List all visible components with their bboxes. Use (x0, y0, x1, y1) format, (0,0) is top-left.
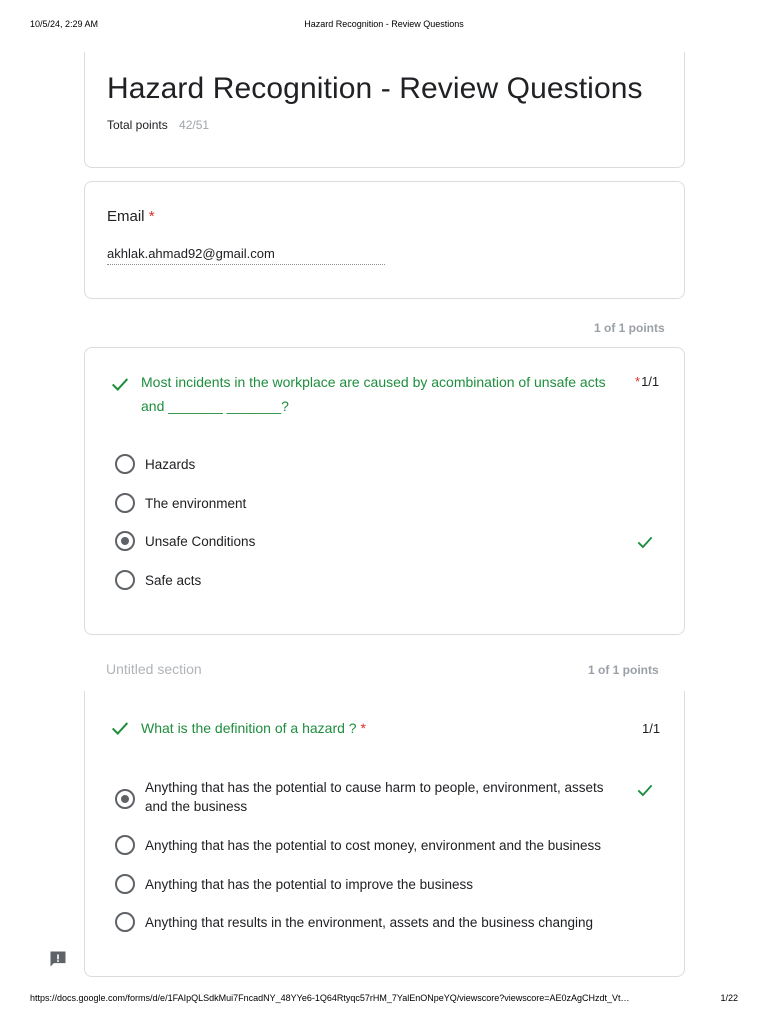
radio-button-selected[interactable] (115, 531, 135, 551)
option-label: Hazards (145, 457, 196, 472)
page-number: 1/22 (720, 993, 738, 1003)
check-icon (109, 373, 131, 395)
question1-points: 1 of 1 points (594, 321, 665, 335)
radio-button[interactable] (115, 454, 135, 474)
required-mark: * (148, 208, 155, 225)
email-label-text: Email (107, 208, 145, 225)
form-title: Hazard Recognition - Review Questions (107, 72, 643, 105)
print-header (0, 19, 768, 33)
email-card (84, 181, 685, 299)
option-label: The environment (145, 496, 247, 511)
print-footer (0, 993, 768, 1007)
option-label: Anything that has the potential to cost money, environment and the business (145, 838, 602, 853)
section-title: Untitled section (106, 661, 202, 677)
question2-text-value: What is the definition of a hazard ? (141, 720, 357, 736)
question1-text: Most incidents in the workplace are caused by acombination of unsafe acts and _______ _______? (141, 374, 606, 414)
option-label: Anything that has the potential to cause harm to people, environment, assets and the business (145, 780, 604, 814)
total-points-label: Total points (107, 118, 168, 132)
check-icon (109, 717, 131, 739)
email-label (107, 208, 155, 225)
radio-button[interactable] (115, 835, 135, 855)
radio-button-selected[interactable] (115, 789, 135, 809)
check-icon (635, 780, 655, 800)
radio-button[interactable] (115, 570, 135, 590)
total-points (107, 118, 209, 132)
total-points-value: 42/51 (179, 118, 210, 132)
question1-option-safe-acts[interactable] (115, 570, 655, 592)
question1-score-value: 1/1 (641, 374, 660, 389)
page-url: https://docs.google.com/forms/d/e/1FAIpQLSdkMui7FncadNY_48YYe6-1Q64Rtyqc57rHM_7YalEnONpeYQ/viewscore?viewscore=AE0zAgCHzdt_Vt… (30, 993, 630, 1003)
question2-points: 1 of 1 points (588, 663, 659, 677)
question1-option-environment[interactable] (115, 493, 655, 515)
question1-option-unsafe-conditions[interactable] (115, 531, 655, 553)
question1-card (84, 347, 685, 635)
radio-button[interactable] (115, 912, 135, 932)
option-label: Unsafe Conditions (145, 534, 256, 549)
check-icon (635, 532, 655, 552)
question1-score (635, 374, 659, 389)
email-field[interactable]: akhlak.ahmad92@gmail.com (107, 246, 385, 265)
question2-score: 1/1 (642, 721, 661, 736)
report-feedback-icon[interactable] (48, 949, 68, 969)
print-title: Hazard Recognition - Review Questions (304, 19, 464, 29)
question2-text (141, 716, 601, 740)
option-label: Safe acts (145, 573, 202, 588)
radio-button[interactable] (115, 493, 135, 513)
required-mark: * (360, 720, 366, 736)
required-mark: * (635, 374, 641, 389)
print-date: 10/5/24, 2:29 AM (30, 19, 99, 29)
question2-option-cost-money[interactable] (115, 835, 655, 857)
form-title-card (84, 52, 685, 168)
question2-option-changing[interactable] (115, 912, 655, 934)
question1-option-hazards[interactable] (115, 454, 655, 476)
option-label: Anything that results in the environment, assets and the business changing (145, 915, 594, 930)
question2-card (84, 691, 685, 977)
radio-button[interactable] (115, 874, 135, 894)
question2-option-harm[interactable] (115, 780, 615, 829)
question2-option-improve[interactable] (115, 874, 655, 896)
option-label: Anything that has the potential to improve the business (145, 877, 473, 892)
